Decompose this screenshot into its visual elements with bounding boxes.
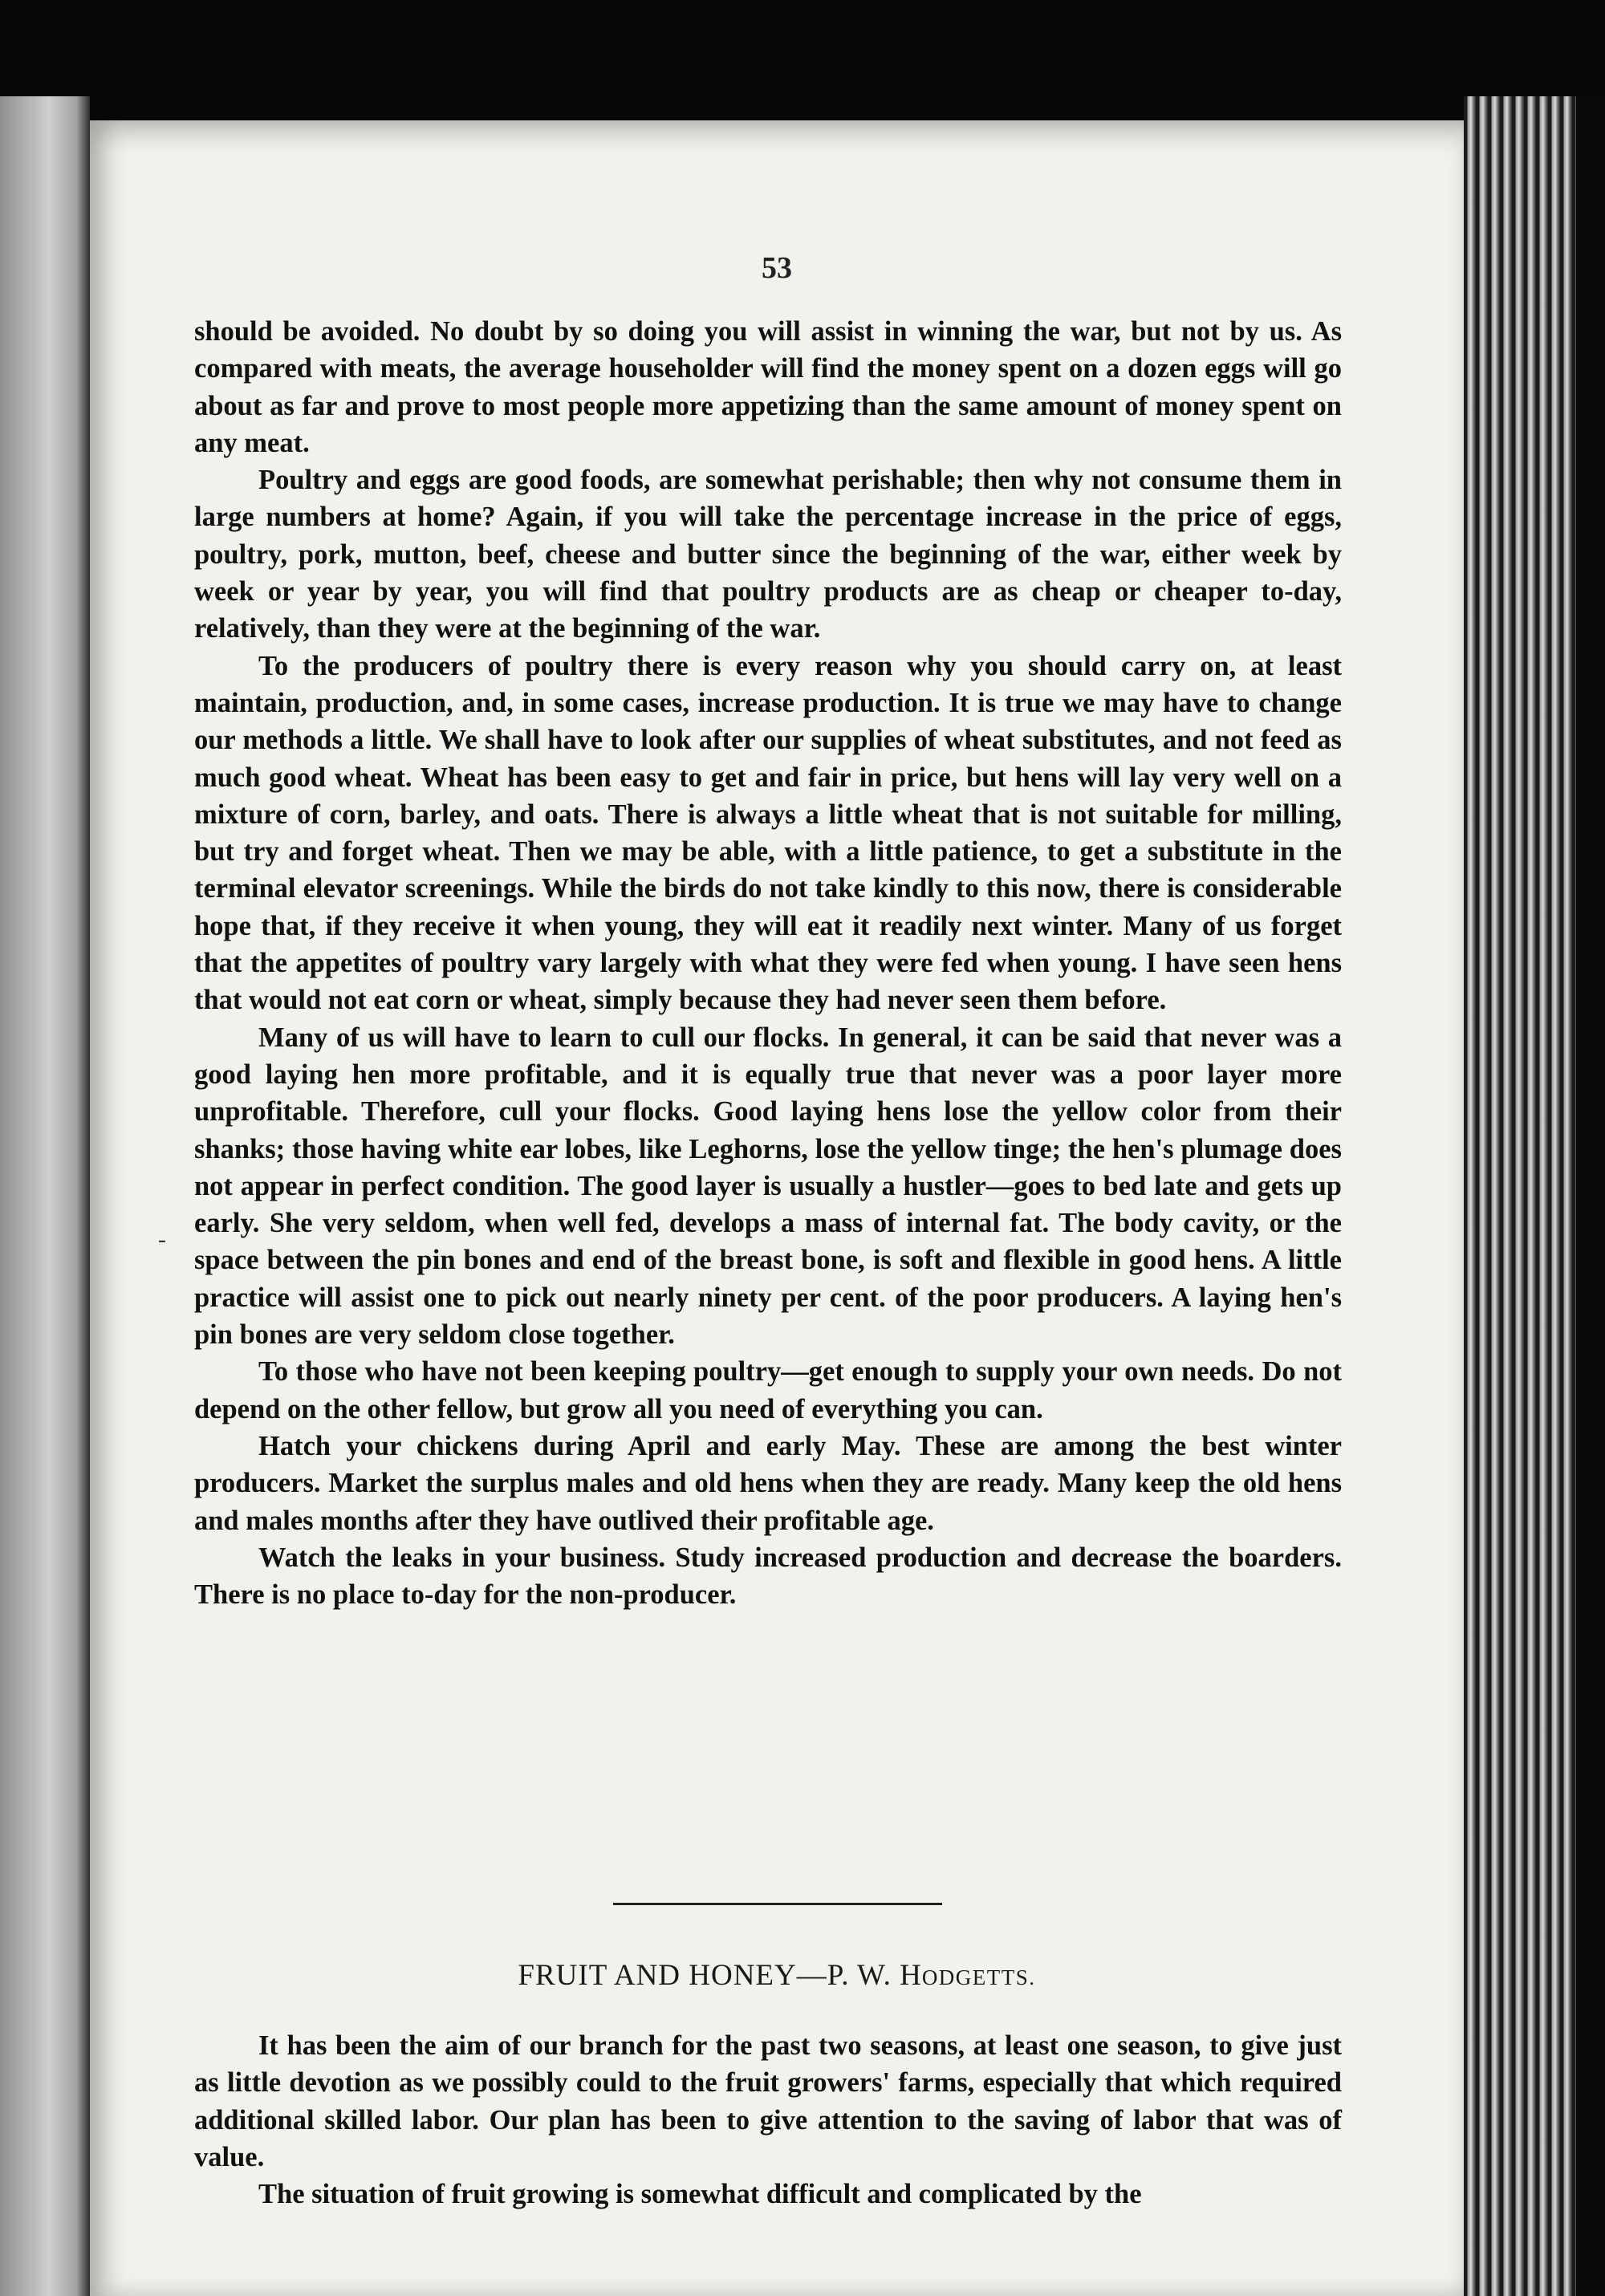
paragraph-hatch-chickens: Hatch your chickens during April and early May. These are among the best winter producers. Market the surplus males and old hens when they are ready. Many keep the old hens and males months after they have outlived their profitable age. — [194, 1430, 1342, 1536]
section-heading-main: FRUIT AND HONEY—P. W. H — [518, 1959, 922, 1992]
section-paragraph-aim: It has been the aim of our branch for the past two seasons, at least one season, to give just as little devotion as we possibly could to the fruit growers' farms, especially that which required additional skilled labor. Our plan has been to give attention to the saving of labor that was of value. — [194, 2030, 1342, 2172]
paragraph-watch-leaks: Watch the leaks in your business. Study increased production and decrease the boarders. There is no place to-day for the non-producer. — [194, 1542, 1342, 1611]
paragraph-cull-flocks: Many of us will have to learn to cull our flocks. In general, it can be said that never was a good laying hen more profitable, and it is equally true that never was a poor layer more unprofitable. Therefore, cull your flocks. Good laying hens lose the yellow color from their shanks; those having white ear lobes, like Leghorns, lose the yellow tinge; the hen's plumage does not appear in perfect condition. The good layer is usually a hustler—goes to bed late and gets up early. She very seldom, when well fed, develops a mass of internal fat. The body cavity, or the space between the pin bones and end of the breast bone, is soft and flexible in good hens. A little practice will assist one to pick out nearly ninety per cent. of the poor producers. A laying hen's pin bones are very seldom close together. — [194, 1022, 1342, 1351]
paragraph-continued: should be avoided. No doubt by so doing you will assist in winning the war, but not by us. As compared with meats, the average householder will find the money spent on a dozen eggs will go about as far and prove to most people more appetizing than the same amount of money spent on any meat. — [194, 316, 1342, 458]
section-paragraph-situation: The situation of fruit growing is somewhat difficult and complicated by the — [258, 2179, 1142, 2210]
paragraph-keeping-poultry: To those who have not been keeping poultry—get enough to supply your own needs. Do not depend on the other fellow, but grow all you need of everything you can. — [194, 1356, 1342, 1424]
book-left-edge — [0, 96, 90, 2296]
book-page-edges — [1464, 96, 1605, 2296]
section-heading — [90, 1958, 1464, 1993]
paragraph-poultry-eggs: Poultry and eggs are good foods, are somewhat perishable; then why not consume them in large numbers at home? Again, if you will take the percentage increase in the price of eggs, poultry, pork, mutton, beef, cheese and butter since the beginning of the war, either week by week or year by year, you will find that poultry products are as cheap or cheaper to-day, relatively, than they were at the beginning of the war. — [194, 465, 1342, 644]
section-divider — [613, 1903, 942, 1905]
body-text — [194, 313, 1342, 1613]
book-page — [90, 120, 1464, 2296]
margin-mark: - — [158, 1226, 166, 1253]
section-text — [194, 2027, 1342, 2213]
section-heading-smallcaps: ODGETTS. — [921, 1965, 1036, 1989]
page-number: 53 — [762, 251, 792, 285]
paragraph-producers: To the producers of poultry there is every reason why you should carry on, at least maintain, production, and, in some cases, increase production. It is true we may have to change our methods a little. We shall have to look after our supplies of wheat substitutes, and not feed as much good wheat. Wheat has been easy to get and fair in price, but hens will lay very well on a mixture of corn, barley, and oats. There is always a little wheat that is not suitable for milling, but try and forget wheat. Then we may be able, with a little patience, to get a substitute in the terminal elevator screenings. While the birds do not take kindly to this now, there is considerable hope that, if they receive it when young, they will eat it readily next winter. Many of us forget that the appetites of poultry vary largely with what they were fed when young. I have seen hens that would not eat corn or wheat, simply because they had never seen them before. — [194, 650, 1342, 1016]
